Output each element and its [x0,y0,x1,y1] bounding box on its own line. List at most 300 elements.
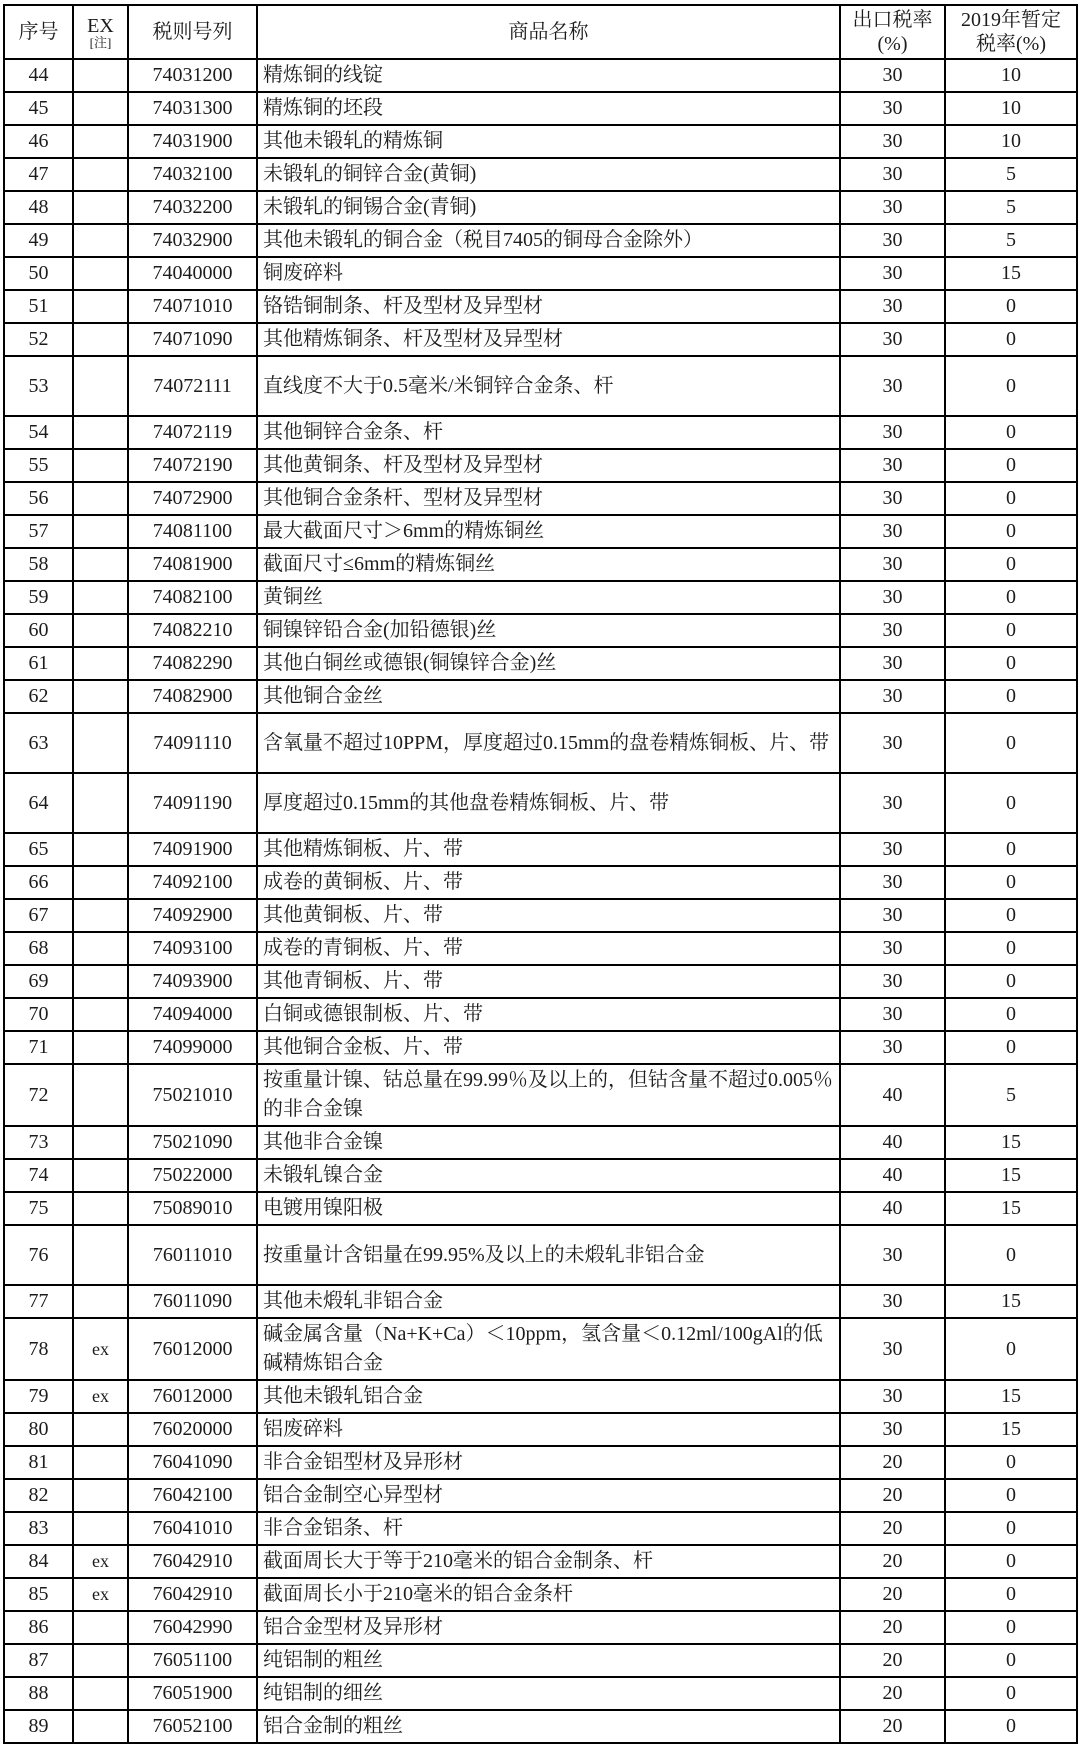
serial-cell: 44 [4,59,73,92]
header-ex [73,5,128,59]
ex-cell [73,1192,128,1225]
prov-rate-cell: 0 [945,614,1077,647]
ex-cell [73,59,128,92]
name-cell: 精炼铜的坯段 [257,92,840,125]
serial-cell: 67 [4,899,73,932]
code-cell: 76051100 [128,1644,257,1677]
serial-cell: 88 [4,1677,73,1710]
name-cell: 其他铜锌合金条、杆 [257,416,840,449]
name-cell: 其他铜合金板、片、带 [257,1031,840,1064]
prov-rate-cell: 10 [945,59,1077,92]
name-cell: 截面尺寸≤6mm的精炼铜丝 [257,548,840,581]
name-cell: 成卷的黄铜板、片、带 [257,866,840,899]
code-cell: 74032900 [128,224,257,257]
name-cell: 其他非合金镍 [257,1126,840,1159]
header-provisional-rate-line2: 税率(%) [976,33,1046,55]
export-rate-cell: 20 [840,1479,945,1512]
export-rate-cell: 30 [840,713,945,773]
ex-cell [73,1710,128,1743]
code-cell: 74072900 [128,482,257,515]
export-rate-cell: 30 [840,323,945,356]
ex-cell [73,1512,128,1545]
table-row [4,1710,1077,1743]
export-rate-cell: 30 [840,257,945,290]
ex-cell [73,125,128,158]
prov-rate-cell: 15 [945,1285,1077,1318]
name-cell: 非合金铝条、杆 [257,1512,840,1545]
prov-rate-cell: 0 [945,290,1077,323]
export-rate-cell: 20 [840,1710,945,1743]
code-cell: 74082210 [128,614,257,647]
table-row [4,1192,1077,1225]
code-cell: 74081900 [128,548,257,581]
prov-rate-cell: 0 [945,680,1077,713]
table-row [4,1644,1077,1677]
serial-cell: 47 [4,158,73,191]
ex-cell [73,1413,128,1446]
name-cell: 其他未煅轧非铝合金 [257,1285,840,1318]
code-cell: 74099000 [128,1031,257,1064]
code-cell: 74072119 [128,416,257,449]
code-cell: 76041010 [128,1512,257,1545]
name-cell: 其他铜合金条杆、型材及异型材 [257,482,840,515]
name-cell: 其他白铜丝或德银(铜镍锌合金)丝 [257,647,840,680]
prov-rate-cell: 0 [945,713,1077,773]
prov-rate-cell: 5 [945,158,1077,191]
prov-rate-cell: 0 [945,866,1077,899]
serial-cell: 51 [4,290,73,323]
table-body [4,59,1077,1743]
header-export-rate [840,5,945,59]
prov-rate-cell: 0 [945,1644,1077,1677]
table-row [4,899,1077,932]
table-row [4,1413,1077,1446]
export-rate-cell: 40 [840,1192,945,1225]
serial-cell: 58 [4,548,73,581]
prov-rate-cell: 15 [945,1126,1077,1159]
ex-cell [73,548,128,581]
serial-cell: 77 [4,1285,73,1318]
export-rate-cell: 30 [840,356,945,416]
name-cell: 按重量计镍、钴总量在99.99％及以上的，但钴含量不超过0.005％的非合金镍 [257,1064,840,1126]
serial-cell: 84 [4,1545,73,1578]
prov-rate-cell: 0 [945,1318,1077,1380]
prov-rate-cell: 0 [945,773,1077,833]
code-cell: 75022000 [128,1159,257,1192]
name-cell: 未锻轧的铜锌合金(黄铜) [257,158,840,191]
ex-cell [73,1031,128,1064]
code-cell: 74091190 [128,773,257,833]
prov-rate-cell: 0 [945,581,1077,614]
prov-rate-cell: 0 [945,833,1077,866]
ex-cell [73,416,128,449]
prov-rate-cell: 0 [945,1446,1077,1479]
name-cell: 铝废碎料 [257,1413,840,1446]
table-row [4,1126,1077,1159]
code-cell: 76042990 [128,1611,257,1644]
prov-rate-cell: 5 [945,191,1077,224]
export-rate-cell: 30 [840,932,945,965]
name-cell: 含氧量不超过10PPM，厚度超过0.15mm的盘卷精炼铜板、片、带 [257,713,840,773]
ex-cell [73,1446,128,1479]
ex-cell [73,1677,128,1710]
code-cell: 75021090 [128,1126,257,1159]
ex-cell [73,647,128,680]
serial-cell: 52 [4,323,73,356]
table-row [4,866,1077,899]
ex-cell [73,158,128,191]
ex-cell [73,191,128,224]
table-row [4,1677,1077,1710]
table-row [4,932,1077,965]
ex-cell [73,965,128,998]
tariff-table [3,4,1078,1744]
code-cell: 74082900 [128,680,257,713]
export-rate-cell: 30 [840,680,945,713]
name-cell: 铜镍锌铅合金(加铅德银)丝 [257,614,840,647]
export-rate-cell: 30 [840,1380,945,1413]
ex-cell [73,932,128,965]
name-cell: 其他精炼铜板、片、带 [257,833,840,866]
name-cell: 黄铜丝 [257,581,840,614]
prov-rate-cell: 15 [945,257,1077,290]
code-cell: 74081100 [128,515,257,548]
table-row [4,356,1077,416]
prov-rate-cell: 0 [945,1512,1077,1545]
table-row [4,713,1077,773]
code-cell: 76042910 [128,1545,257,1578]
name-cell: 其他铜合金丝 [257,680,840,713]
ex-cell [73,998,128,1031]
export-rate-cell: 30 [840,773,945,833]
serial-cell: 62 [4,680,73,713]
export-rate-cell: 20 [840,1512,945,1545]
name-cell: 非合金铝型材及异形材 [257,1446,840,1479]
code-cell: 75021010 [128,1064,257,1126]
ex-cell [73,773,128,833]
export-rate-cell: 30 [840,1318,945,1380]
ex-cell: ex [73,1380,128,1413]
ex-cell [73,866,128,899]
prov-rate-cell: 0 [945,1225,1077,1285]
name-cell: 其他未锻轧的精炼铜 [257,125,840,158]
table-row [4,449,1077,482]
name-cell: 未锻轧的铜锡合金(青铜) [257,191,840,224]
header-provisional-rate-line1: 2019年暂定 [961,9,1061,31]
table-row [4,1318,1077,1380]
name-cell: 直线度不大于0.5毫米/米铜锌合金条、杆 [257,356,840,416]
code-cell: 76012000 [128,1318,257,1380]
ex-cell [73,1225,128,1285]
serial-cell: 89 [4,1710,73,1743]
export-rate-cell: 20 [840,1611,945,1644]
export-rate-cell: 30 [840,290,945,323]
export-rate-cell: 30 [840,965,945,998]
header-serial: 序号 [4,5,73,59]
ex-cell [73,899,128,932]
serial-cell: 85 [4,1578,73,1611]
name-cell: 铬锆铜制条、杆及型材及异型材 [257,290,840,323]
name-cell: 纯铝制的细丝 [257,1677,840,1710]
code-cell: 74040000 [128,257,257,290]
code-cell: 76011010 [128,1225,257,1285]
table-row [4,257,1077,290]
code-cell: 76042100 [128,1479,257,1512]
prov-rate-cell: 0 [945,1611,1077,1644]
export-rate-cell: 30 [840,224,945,257]
name-cell: 精炼铜的线锭 [257,59,840,92]
ex-cell [73,680,128,713]
code-cell: 74032200 [128,191,257,224]
code-cell: 76041090 [128,1446,257,1479]
serial-cell: 81 [4,1446,73,1479]
table-row [4,515,1077,548]
ex-cell [73,92,128,125]
serial-cell: 68 [4,932,73,965]
code-cell: 76012000 [128,1380,257,1413]
name-cell: 未锻轧镍合金 [257,1159,840,1192]
export-rate-cell: 30 [840,899,945,932]
name-cell: 按重量计含铝量在99.95%及以上的未煅轧非铝合金 [257,1225,840,1285]
serial-cell: 76 [4,1225,73,1285]
ex-cell [73,713,128,773]
name-cell: 铜废碎料 [257,257,840,290]
prov-rate-cell: 0 [945,932,1077,965]
table-row [4,833,1077,866]
export-rate-cell: 20 [840,1446,945,1479]
serial-cell: 82 [4,1479,73,1512]
serial-cell: 65 [4,833,73,866]
name-cell: 铝合金型材及异形材 [257,1611,840,1644]
export-rate-cell: 30 [840,548,945,581]
serial-cell: 86 [4,1611,73,1644]
code-cell: 74092100 [128,866,257,899]
prov-rate-cell: 0 [945,482,1077,515]
name-cell: 厚度超过0.15mm的其他盘卷精炼铜板、片、带 [257,773,840,833]
export-rate-cell: 30 [840,158,945,191]
serial-cell: 79 [4,1380,73,1413]
header-provisional-rate [945,5,1077,59]
ex-cell [73,1064,128,1126]
export-rate-cell: 20 [840,1578,945,1611]
prov-rate-cell: 0 [945,998,1077,1031]
export-rate-cell: 30 [840,998,945,1031]
table-row [4,1159,1077,1192]
name-cell: 成卷的青铜板、片、带 [257,932,840,965]
ex-cell [73,290,128,323]
export-rate-cell: 30 [840,866,945,899]
table-row [4,1064,1077,1126]
prov-rate-cell: 15 [945,1413,1077,1446]
name-cell: 铝合金制的粗丝 [257,1710,840,1743]
table-row [4,59,1077,92]
code-cell: 76052100 [128,1710,257,1743]
serial-cell: 69 [4,965,73,998]
serial-cell: 78 [4,1318,73,1380]
serial-cell: 46 [4,125,73,158]
prov-rate-cell: 0 [945,548,1077,581]
code-cell: 74031300 [128,92,257,125]
ex-cell [73,515,128,548]
prov-rate-cell: 15 [945,1192,1077,1225]
serial-cell: 61 [4,647,73,680]
code-cell: 74071090 [128,323,257,356]
export-rate-cell: 30 [840,1031,945,1064]
code-cell: 74093900 [128,965,257,998]
ex-cell [73,1644,128,1677]
serial-cell: 80 [4,1413,73,1446]
export-rate-cell: 30 [840,191,945,224]
code-cell: 74031200 [128,59,257,92]
table-row [4,614,1077,647]
prov-rate-cell: 0 [945,899,1077,932]
table-row [4,1285,1077,1318]
ex-cell [73,482,128,515]
prov-rate-cell: 10 [945,125,1077,158]
export-rate-cell: 30 [840,647,945,680]
table-header [4,5,1077,59]
code-cell: 74093100 [128,932,257,965]
code-cell: 74072111 [128,356,257,416]
export-rate-cell: 40 [840,1126,945,1159]
prov-rate-cell: 0 [945,356,1077,416]
prov-rate-cell: 0 [945,1031,1077,1064]
ex-cell [73,1611,128,1644]
prov-rate-cell: 0 [945,1677,1077,1710]
table-row [4,158,1077,191]
table-row [4,1479,1077,1512]
export-rate-cell: 30 [840,1225,945,1285]
table-row [4,482,1077,515]
table-row [4,1578,1077,1611]
prov-rate-cell: 0 [945,323,1077,356]
ex-cell: ex [73,1578,128,1611]
export-rate-cell: 30 [840,515,945,548]
prov-rate-cell: 0 [945,647,1077,680]
table-row [4,680,1077,713]
ex-cell [73,224,128,257]
name-cell: 电镀用镍阳极 [257,1192,840,1225]
ex-cell [73,1159,128,1192]
header-tariff-code: 税则号列 [128,5,257,59]
name-cell: 最大截面尺寸＞6mm的精炼铜丝 [257,515,840,548]
ex-cell [73,257,128,290]
export-rate-cell: 30 [840,614,945,647]
prov-rate-cell: 0 [945,1545,1077,1578]
header-export-rate-line1: 出口税率 [852,9,933,31]
name-cell: 其他精炼铜条、杆及型材及异型材 [257,323,840,356]
table-row [4,416,1077,449]
serial-cell: 55 [4,449,73,482]
code-cell: 74091900 [128,833,257,866]
table-row [4,581,1077,614]
prov-rate-cell: 0 [945,1578,1077,1611]
name-cell: 铝合金制空心异型材 [257,1479,840,1512]
ex-cell [73,614,128,647]
header-ex-label: EX [87,15,114,37]
serial-cell: 45 [4,92,73,125]
prov-rate-cell: 5 [945,224,1077,257]
code-cell: 76042910 [128,1578,257,1611]
prov-rate-cell: 10 [945,92,1077,125]
serial-cell: 53 [4,356,73,416]
ex-cell [73,1285,128,1318]
serial-cell: 75 [4,1192,73,1225]
export-rate-cell: 30 [840,482,945,515]
table-row [4,191,1077,224]
prov-rate-cell: 15 [945,1380,1077,1413]
table-row [4,647,1077,680]
export-rate-cell: 40 [840,1159,945,1192]
prov-rate-cell: 15 [945,1159,1077,1192]
code-cell: 74032100 [128,158,257,191]
code-cell: 75089010 [128,1192,257,1225]
export-rate-cell: 20 [840,1677,945,1710]
serial-cell: 59 [4,581,73,614]
name-cell: 其他青铜板、片、带 [257,965,840,998]
serial-cell: 87 [4,1644,73,1677]
table-row [4,1031,1077,1064]
export-rate-cell: 30 [840,449,945,482]
serial-cell: 60 [4,614,73,647]
table-row [4,548,1077,581]
table-row [4,1512,1077,1545]
name-cell: 截面周长小于210毫米的铝合金条杆 [257,1578,840,1611]
serial-cell: 83 [4,1512,73,1545]
code-cell: 76020000 [128,1413,257,1446]
table-row [4,1545,1077,1578]
code-cell: 76051900 [128,1677,257,1710]
export-rate-cell: 40 [840,1064,945,1126]
export-rate-cell: 30 [840,59,945,92]
code-cell: 74094000 [128,998,257,1031]
serial-cell: 64 [4,773,73,833]
ex-cell [73,323,128,356]
table-row [4,1446,1077,1479]
export-rate-cell: 30 [840,833,945,866]
export-rate-cell: 30 [840,1413,945,1446]
table-row [4,323,1077,356]
prov-rate-cell: 0 [945,965,1077,998]
prov-rate-cell: 0 [945,1479,1077,1512]
export-rate-cell: 20 [840,1644,945,1677]
code-cell: 74092900 [128,899,257,932]
code-cell: 74072190 [128,449,257,482]
name-cell: 碱金属含量（Na+K+Ca）＜10ppm，氢含量＜0.12ml/100gAl的低碱精炼铝合金 [257,1318,840,1380]
code-cell: 74082100 [128,581,257,614]
ex-cell [73,581,128,614]
export-rate-cell: 30 [840,1285,945,1318]
ex-cell: ex [73,1318,128,1380]
table-row [4,965,1077,998]
serial-cell: 70 [4,998,73,1031]
ex-cell [73,1126,128,1159]
serial-cell: 54 [4,416,73,449]
table-row [4,224,1077,257]
prov-rate-cell: 0 [945,515,1077,548]
name-cell: 其他未锻轧的铜合金（税目7405的铜母合金除外） [257,224,840,257]
ex-cell [73,356,128,416]
prov-rate-cell: 0 [945,1710,1077,1743]
name-cell: 白铜或德银制板、片、带 [257,998,840,1031]
table-row [4,1225,1077,1285]
serial-cell: 71 [4,1031,73,1064]
header-export-rate-line2: (%) [877,33,908,55]
name-cell: 其他黄铜条、杆及型材及异型材 [257,449,840,482]
export-rate-cell: 30 [840,92,945,125]
export-rate-cell: 30 [840,125,945,158]
ex-cell: ex [73,1545,128,1578]
